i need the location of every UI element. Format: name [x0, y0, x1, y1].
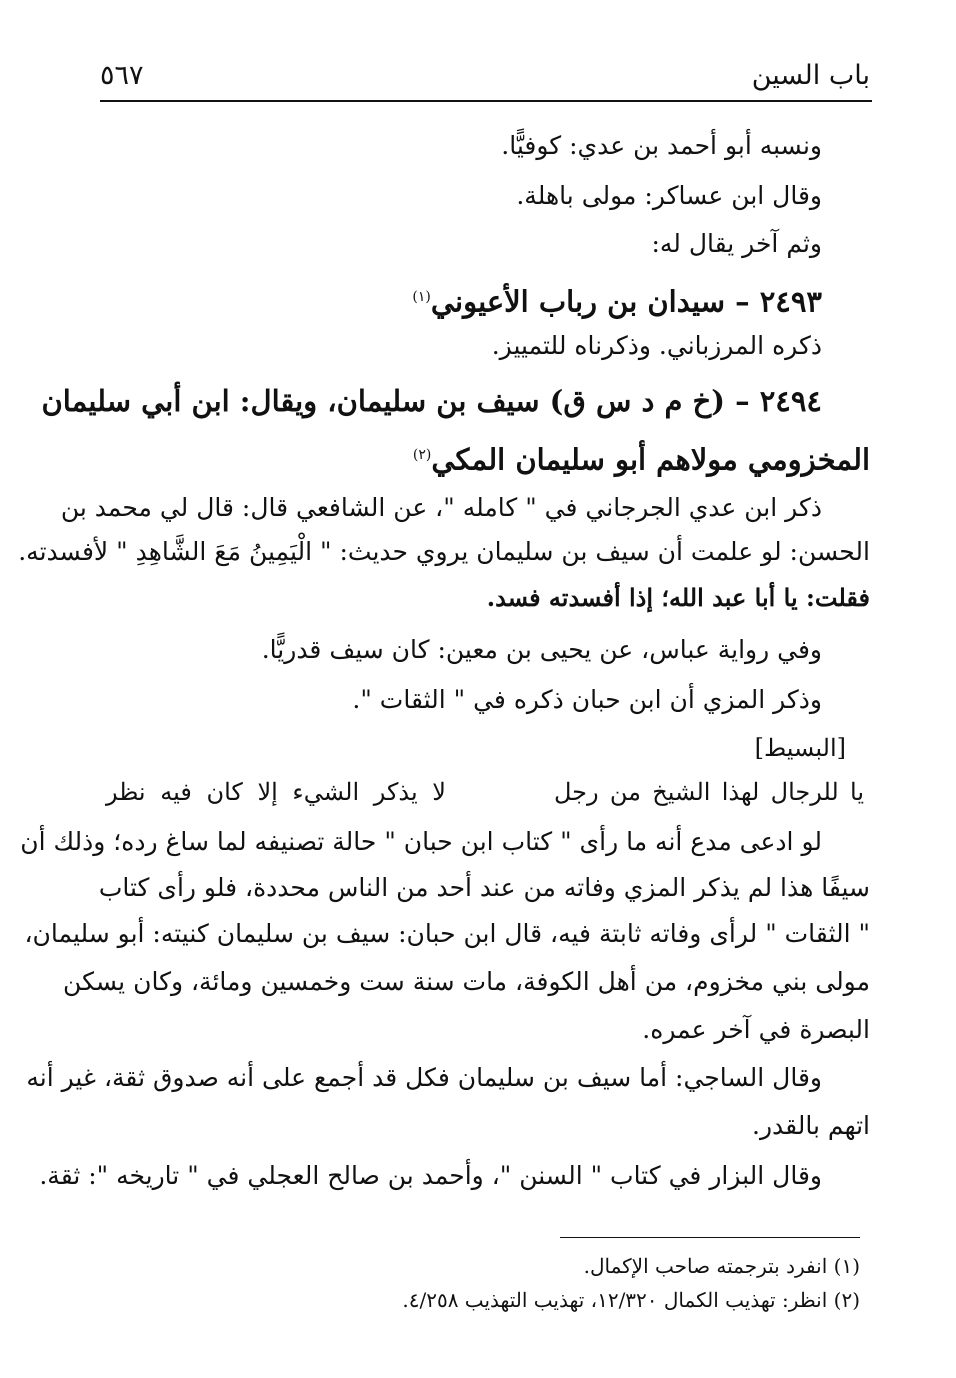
entry-heading-2494: ٢٤٩٤ – (خ م د س ق) سيف بن سليمان، ويقال: ابن أبي سليمان [41, 384, 822, 418]
paragraph-line: البصرة في آخر عمره. [642, 1015, 870, 1044]
paragraph-line: ذكر ابن عدي الجرجاني في " كامله "، عن الشافعي قال: قال لي محمد بن [60, 493, 822, 522]
entry-title: ٢٤٩٣ – سيدان بن رباب الأعيوني [430, 284, 822, 319]
entry-title: المخزومي مولاهم أبو سليمان المكي [431, 442, 870, 477]
poetic-meter: [البسيط] [754, 734, 846, 762]
header-rule [100, 100, 872, 102]
text-line: وفي رواية عباس، عن يحيى بن معين: كان سيف قدريًّا. [261, 635, 822, 664]
text-line: ذكره المرزباني. وذكرناه للتمييز. [491, 331, 822, 360]
footnote-2: (٢) انظر: تهذيب الكمال ١٢/٣٢٠، تهذيب التهذيب ٤/٢٥٨. [402, 1288, 860, 1312]
paragraph-line: سيفًا هذا لم يذكر المزي وفاته من عند أحد من الناس محددة، فلو رأى كتاب [98, 873, 870, 902]
text-line: وقال ابن عساكر: مولى باهلة. [516, 181, 822, 210]
paragraph-line: لو ادعى مدع أنه ما رأى " كتاب ابن حبان " حالة تصنيفه لما ساغ رده؛ وذلك أن [20, 827, 822, 856]
verse-second-hemistich: لا يذكر الشيء إلا كان فيه نظر [106, 778, 446, 806]
paragraph-line: اتهم بالقدر. [752, 1111, 870, 1140]
paragraph-line: الحسن: لو علمت أن سيف بن سليمان يروي حديث: " الْيَمِينُ مَعَ الشَّاهِدِ " لأفسدته. [18, 537, 870, 566]
paragraph-line: وقال الساجي: أما سيف بن سليمان فكل قد أجمع على أنه صدوق ثقة، غير أنه [26, 1063, 822, 1092]
chapter-title: باب السين [751, 60, 870, 91]
entry-heading-2494-cont [100, 432, 870, 478]
paragraph-line: فقلت: يا أبا عبد الله؛ إذا أفسدته فسد. [486, 583, 870, 612]
footnote-ref: (١) [412, 289, 431, 305]
text-line: ونسبه أبو أحمد بن عدي: كوفيًّا. [501, 131, 822, 160]
entry-heading-2493 [100, 274, 870, 320]
footnote-1: (١) انفرد بترجمته صاحب الإكمال. [583, 1254, 860, 1278]
footnote-ref: (٢) [412, 447, 432, 463]
paragraph-line: مولى بني مخزوم، من أهل الكوفة، مات سنة ست وخمسين ومائة، وكان يسكن [63, 967, 870, 996]
page-number: ٥٦٧ [100, 60, 144, 91]
paragraph-line: " الثقات " لرأى وفاته ثابتة فيه، قال ابن حبان: سيف بن سليمان كنيته: أبو سليمان، [24, 919, 870, 948]
text-line: وثم آخر يقال له: [651, 229, 822, 258]
footnote-rule [560, 1237, 860, 1238]
running-header [100, 56, 870, 96]
verse-first-hemistich: يا للرجال لهذا الشيخ من رجل [554, 778, 864, 806]
text-line: وذكر المزي أن ابن حبان ذكره في " الثقات ". [352, 685, 822, 714]
paragraph-line: وقال البزار في كتاب " السنن "، وأحمد بن صالح العجلي في " تاريخه ": ثقة. [39, 1161, 822, 1190]
